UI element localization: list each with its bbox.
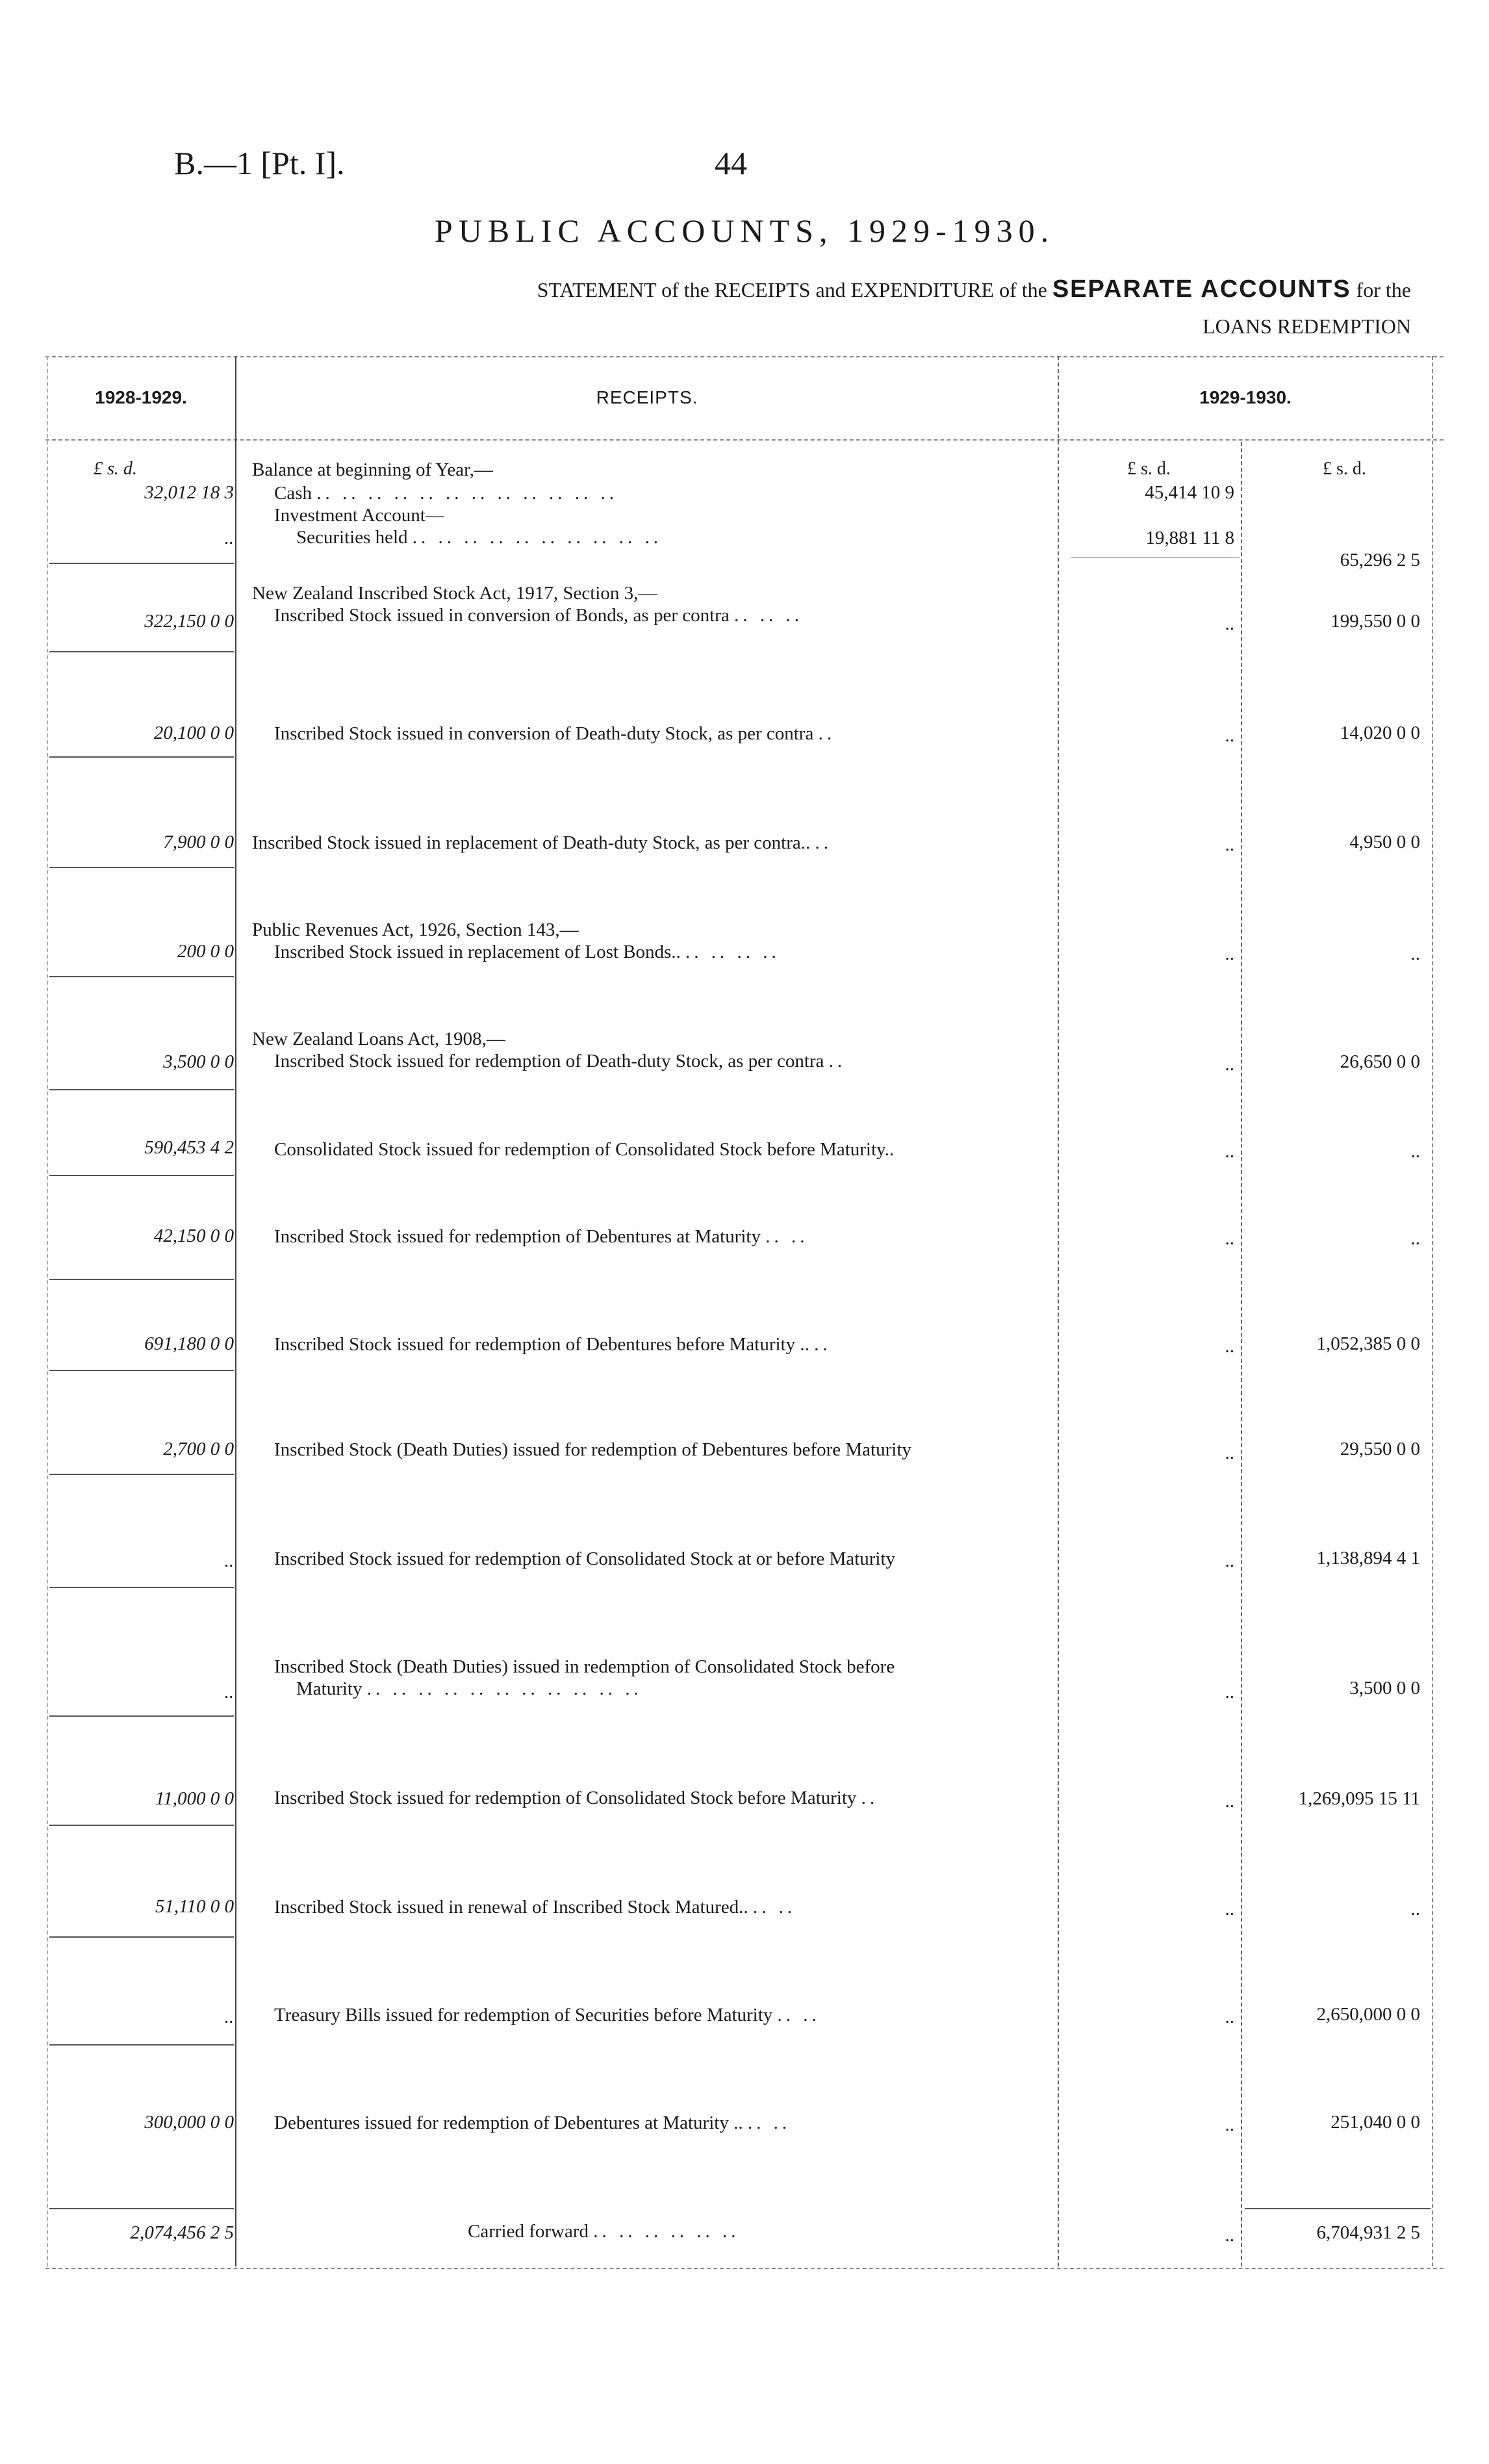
inner-amount: .. (1225, 1054, 1234, 1075)
inner-amount: .. (1225, 1791, 1234, 1812)
row-separator (49, 1370, 234, 1371)
total-amount: 1,052,385 0 0 (1316, 1333, 1420, 1354)
inner-amount: .. (1225, 1899, 1234, 1919)
inner-amount: .. (1225, 2114, 1234, 2135)
row-separator (49, 651, 234, 652)
receipt-text: Inscribed Stock (Death Duties) issued in redemption of Consolidated Stock before (274, 1656, 895, 1677)
row-separator (49, 1587, 234, 1588)
table-bottom-rule (45, 2268, 1444, 2269)
leader-dots: .. (815, 832, 833, 853)
receipt-description (252, 1439, 1051, 1461)
table-right-edge (1432, 356, 1433, 2266)
statement-subtitle-line2: LOANS REDEMPTION (1203, 314, 1411, 338)
leader-dots: .. .. .. .. .. .. (593, 2221, 740, 2242)
prev-year-amount: 322,150 0 0 (144, 611, 234, 632)
row-separator (49, 1936, 234, 1938)
document-reference: B.—1 [Pt. I]. (174, 145, 345, 181)
receipt-text: Consolidated Stock issued for redemption of Consolidated Stock before Maturity.. (274, 1139, 895, 1160)
investment-label: Investment Account— (274, 505, 444, 526)
prev-year-amount: 691,180 0 0 (144, 1333, 234, 1354)
receipt-description (252, 1896, 1051, 1918)
total-amount: 26,650 0 0 (1340, 1051, 1420, 1072)
row-separator (49, 1089, 234, 1090)
prev-year-amount: 42,150 0 0 (153, 1226, 234, 1246)
leader-dots: .. .. .. .. (685, 942, 780, 962)
receipt-text: Inscribed Stock issued in conversion of Bonds, as per contra (274, 605, 730, 626)
balance-heading: Balance at beginning of Year,— (252, 459, 493, 480)
prev-year-amount: 200 0 0 (177, 941, 234, 962)
carried-forward-label (468, 2221, 740, 2242)
receipt-text: Debentures issued for redemption of Debentures at Maturity .. (274, 2112, 743, 2133)
receipt-description (252, 1138, 1051, 1161)
row-separator (49, 867, 234, 868)
receipt-text: Inscribed Stock issued for redemption of Death-duty Stock, as per contra (274, 1051, 824, 1072)
header-bottom-rule (45, 439, 1444, 441)
receipt-description (252, 1548, 1051, 1570)
total-amount: 1,269,095 15 11 (1298, 1788, 1420, 1809)
page-number: 44 (715, 145, 747, 181)
leader-dots: .. .. (777, 2005, 821, 2025)
inner-amount: .. (1225, 1682, 1234, 1702)
row-separator (49, 563, 234, 564)
subtitle-prefix: STATEMENT of the RECEIPTS and EXPENDITURE of the (537, 278, 1047, 302)
receipt-description-continued (252, 1678, 1051, 1700)
total-amount: .. (1410, 1899, 1420, 1919)
prev-year-amount: .. (224, 1550, 234, 1571)
leader-dots: .. .. .. .. .. .. .. .. .. .. .. .. (316, 483, 618, 504)
total-amount: .. (1410, 1228, 1420, 1249)
receipt-text: Inscribed Stock issued in conversion of Death-duty Stock, as per contra (274, 723, 814, 744)
receipt-text: Inscribed Stock (Death Duties) issued for redemption of Debentures before Maturity (274, 1439, 911, 1460)
securities-line (252, 526, 1051, 548)
total-amount: 4,950 0 0 (1349, 832, 1420, 853)
receipt-description (252, 941, 1051, 963)
table-left-edge (47, 356, 48, 2266)
statement-subtitle (537, 276, 1411, 303)
row-separator (49, 1825, 234, 1826)
receipt-text: Inscribed Stock issued in renewal of Inscribed Stock Matured.. (274, 1897, 748, 1918)
prev-year-amount: 11,000 0 0 (155, 1788, 234, 1809)
receipt-text: Maturity (296, 1678, 363, 1699)
receipt-text: Inscribed Stock issued for redemption of Consolidated Stock before Maturity (274, 1788, 857, 1808)
total-amount: 29,550 0 0 (1340, 1439, 1420, 1459)
column-divider-receipts (1058, 356, 1059, 2266)
securities-prev-amount: .. (224, 528, 234, 548)
inner-amount: .. (1225, 1443, 1234, 1463)
total-rule-prev (49, 2208, 234, 2209)
receipt-description (252, 832, 1051, 854)
receipt-description (252, 1226, 1051, 1248)
balance-total-amount: 65,296 2 5 (1340, 550, 1420, 571)
cash-line (252, 482, 1051, 504)
receipt-description (252, 1333, 1051, 1355)
carried-forward-inner-amount: .. (1225, 2225, 1234, 2246)
carried-forward-text: Carried forward (468, 2221, 589, 2242)
row-separator (49, 976, 234, 977)
securities-inner-amount: 19,881 11 8 (1145, 528, 1234, 548)
carried-forward-total-amount: 6,704,931 2 5 (1316, 2222, 1420, 2243)
column-header-receipts: RECEIPTS. (596, 387, 698, 407)
receipt-description (252, 723, 1051, 745)
total-amount: 2,650,000 0 0 (1316, 2004, 1420, 2025)
leader-dots: .. .. .. .. .. .. .. .. .. .. .. (366, 1678, 643, 1699)
inner-amount: .. (1225, 834, 1234, 855)
leader-dots: .. .. .. (733, 605, 803, 626)
column-header-current-year: 1929-1930. (1199, 387, 1292, 407)
investment-line (252, 504, 1051, 526)
prev-year-amount: 2,700 0 0 (163, 1439, 234, 1459)
currency-header-prev: £ s. d. (94, 459, 137, 479)
cash-inner-amount: 45,414 10 9 (1145, 482, 1234, 503)
row-separator (49, 1715, 234, 1717)
securities-label: Securities held (296, 527, 408, 548)
inner-amount: .. (1225, 1336, 1234, 1357)
total-amount: 14,020 0 0 (1340, 723, 1420, 743)
receipt-description (252, 604, 1051, 626)
inner-amount: .. (1225, 1141, 1234, 1162)
leader-dots: .. .. (752, 1897, 796, 1918)
total-rule-current (1245, 2208, 1431, 2209)
prev-year-amount: 20,100 0 0 (153, 723, 234, 743)
receipt-text: Inscribed Stock issued for redemption of Debentures before Maturity .. (274, 1334, 809, 1355)
leader-dots: .. (861, 1788, 879, 1808)
receipt-description (252, 1050, 1051, 1072)
total-amount: 199,550 0 0 (1330, 611, 1420, 632)
row-separator (49, 1175, 234, 1176)
cash-label: Cash (274, 483, 312, 504)
leader-dots: .. .. (747, 2112, 791, 2133)
carried-forward-prev-amount: 2,074,456 2 5 (130, 2222, 234, 2243)
receipt-text: Treasury Bills issued for redemption of Securities before Maturity (274, 2005, 773, 2025)
row-separator (49, 1279, 234, 1280)
prev-year-amount: .. (224, 1682, 234, 1702)
receipt-text: Inscribed Stock issued in replacement of Death-duty Stock, as per contra.. (252, 832, 811, 853)
row-separator (49, 2044, 234, 2046)
receipt-text: Inscribed Stock issued for redemption of Consolidated Stock at or before Maturity (274, 1548, 895, 1569)
leader-dots: .. .. .. .. .. .. .. .. .. .. (412, 527, 663, 548)
total-amount: .. (1410, 943, 1420, 964)
inner-amount: .. (1225, 1550, 1234, 1571)
inner-amount: .. (1225, 943, 1234, 964)
total-amount: 1,138,894 4 1 (1316, 1548, 1420, 1569)
inner-amount: .. (1225, 725, 1234, 746)
prev-year-amount: .. (224, 2007, 234, 2027)
act-heading: New Zealand Inscribed Stock Act, 1917, Section 3,— (252, 583, 657, 604)
leader-dots: .. (818, 723, 836, 744)
leader-dots: .. .. (765, 1226, 809, 1247)
act-heading: New Zealand Loans Act, 1908,— (252, 1029, 505, 1049)
cash-prev-amount: 32,012 18 3 (144, 482, 234, 503)
prev-year-amount: 300,000 0 0 (144, 2112, 234, 2133)
receipt-description (252, 1656, 1051, 1678)
prev-year-amount: 3,500 0 0 (163, 1051, 234, 1072)
inner-amount: .. (1225, 1228, 1234, 1249)
inner-amount: .. (1225, 613, 1234, 634)
total-amount: 3,500 0 0 (1349, 1678, 1420, 1699)
currency-header-inner: £ s. d. (1127, 459, 1171, 479)
prev-year-amount: 51,110 0 0 (155, 1896, 234, 1917)
row-separator (49, 1474, 234, 1475)
subtitle-emphasis: SEPARATE ACCOUNTS (1052, 276, 1351, 303)
column-header-prev-year: 1928-1929. (95, 387, 187, 407)
prev-year-amount: 590,453 4 2 (144, 1137, 234, 1158)
receipt-text: Inscribed Stock issued in replacement of Lost Bonds.. (274, 942, 681, 962)
total-amount: 251,040 0 0 (1330, 2112, 1420, 2133)
receipt-text: Inscribed Stock issued for redemption of Debentures at Maturity (274, 1226, 761, 1247)
receipt-description (252, 2004, 1051, 2026)
row-separator (49, 756, 234, 758)
subtitle-suffix: for the (1356, 278, 1411, 302)
currency-header-total: £ s. d. (1323, 459, 1366, 479)
act-heading: Public Revenues Act, 1926, Section 143,— (252, 919, 579, 940)
total-amount: .. (1410, 1141, 1420, 1162)
receipt-description (252, 2112, 1051, 2134)
prev-year-amount: 7,900 0 0 (163, 832, 234, 853)
column-divider-prev (235, 356, 236, 2266)
page-title: PUBLIC ACCOUNTS, 1929-1930. (434, 212, 1055, 249)
inner-amount: .. (1225, 2007, 1234, 2027)
table-top-rule (45, 356, 1444, 357)
leader-dots: .. (814, 1334, 832, 1355)
leader-dots: .. (828, 1051, 846, 1072)
receipt-description (252, 1787, 1051, 1809)
